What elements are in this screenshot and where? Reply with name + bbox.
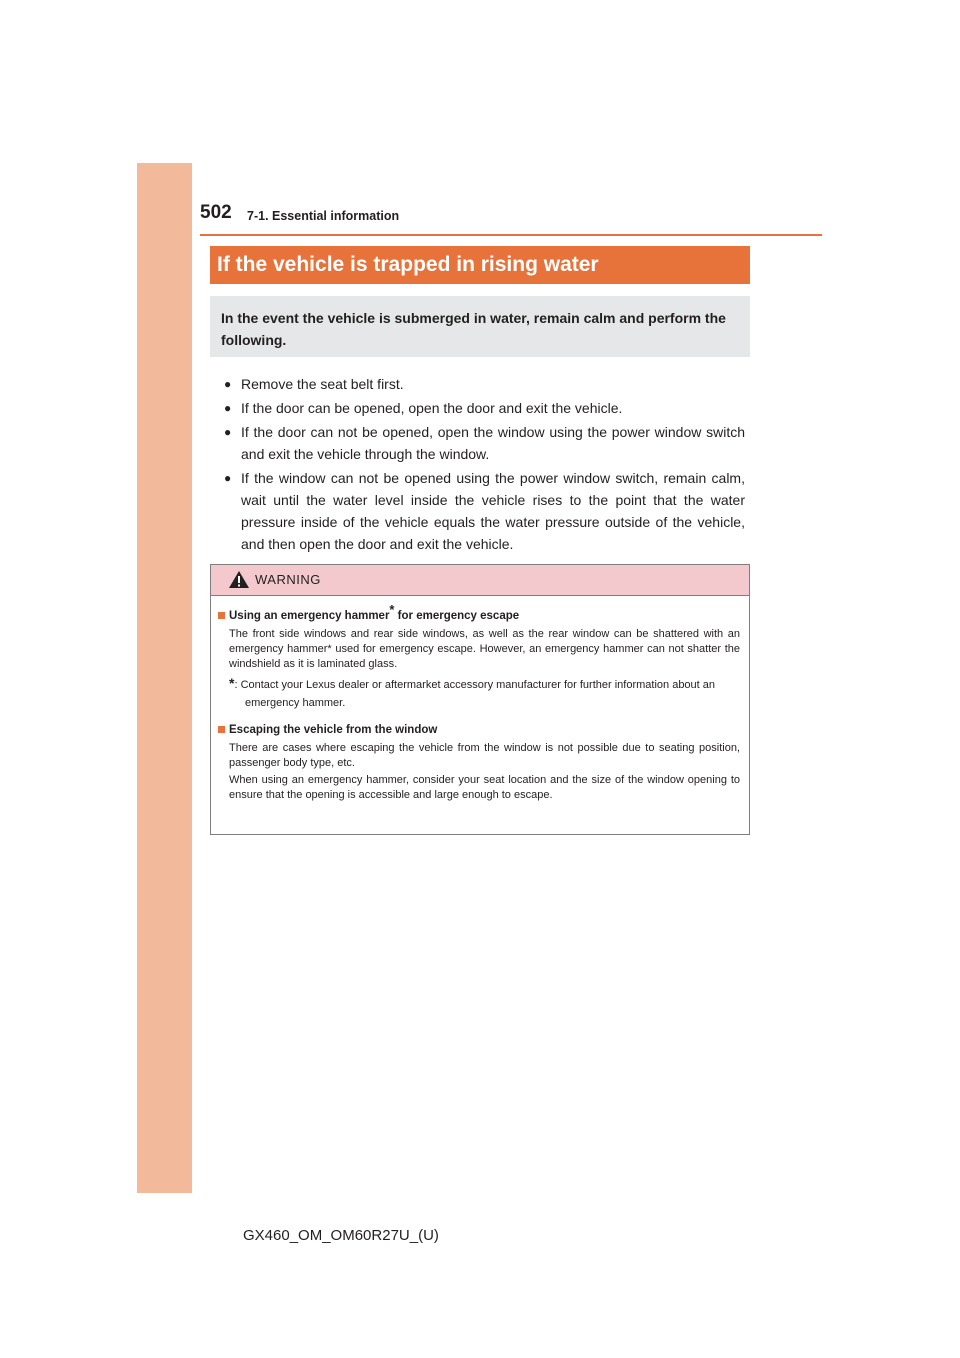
chapter-side-tab [137,163,192,1193]
list-item-text: If the door can not be opened, open the window using the power window switch and exit the vehicle through the window. [241,424,745,462]
list-item [222,421,745,465]
intro-text: In the event the vehicle is submerged in water, remain calm and perform the following. [221,310,726,348]
heading-text: Escaping the vehicle from the window [229,724,438,736]
warning-paragraph: There are cases where escaping the vehicle from the window is not possible due to seating position, passenger body type, etc. [229,742,740,769]
warning-item-heading [218,721,740,739]
page-number: 502 [200,202,232,223]
square-bullet-icon [218,612,225,619]
list-item [222,467,745,555]
bullet-dot-icon: ● [224,401,232,415]
section-title-bar [210,246,750,284]
warning-body [211,596,749,803]
heading-text-end: for emergency escape [394,610,520,622]
bullet-dot-icon: ● [224,471,232,485]
footnote-mark: * [229,675,235,691]
instruction-list [222,373,745,557]
list-item-text: Remove the seat belt first. [241,376,404,392]
section-label: 7-1. Essential information [247,209,400,223]
list-item [222,397,745,419]
list-item-text: If the door can be opened, open the door and exit the vehicle. [241,400,623,416]
bullet-dot-icon: ● [224,425,232,439]
footnote [218,674,740,712]
warning-paragraph: The front side windows and rear side windows, as well as the rear window can be shattered with an emergency hammer* used for emergency escape. However, an emergency hammer can not shatter the windshield as it is laminated glass. [229,628,740,670]
document-code: GX460_OM_OM60R27U_(U) [243,1227,439,1244]
warning-triangle-icon [228,570,250,589]
warning-label: WARNING [255,572,321,587]
square-bullet-icon [218,726,225,733]
heading-text: Using an emergency hammer [229,610,390,622]
warning-header [211,565,749,596]
page-header [200,202,822,236]
footnote-mark: * [389,602,395,618]
section-title: If the vehicle is trapped in rising water [217,253,599,276]
footnote-text: : Contact your Lexus dealer or aftermarket accessory manufacturer for further information about an emergency hammer. [234,679,716,709]
warning-box [210,564,750,835]
list-item [222,373,745,395]
warning-paragraph: When using an emergency hammer, consider your seat location and the size of the window opening to ensure that the opening is accessible and large enough to escape. [229,774,740,801]
bullet-dot-icon: ● [224,377,232,391]
list-item-text: If the window can not be opened using the power window switch, remain calm, wait until the water level inside the vehicle rises to the point that the water pressure inside of the vehicle equals the water pressure outside of the vehicle, and then open the door and exit the vehicle. [241,470,745,552]
warning-item-heading [218,602,740,625]
intro-box [210,296,750,357]
